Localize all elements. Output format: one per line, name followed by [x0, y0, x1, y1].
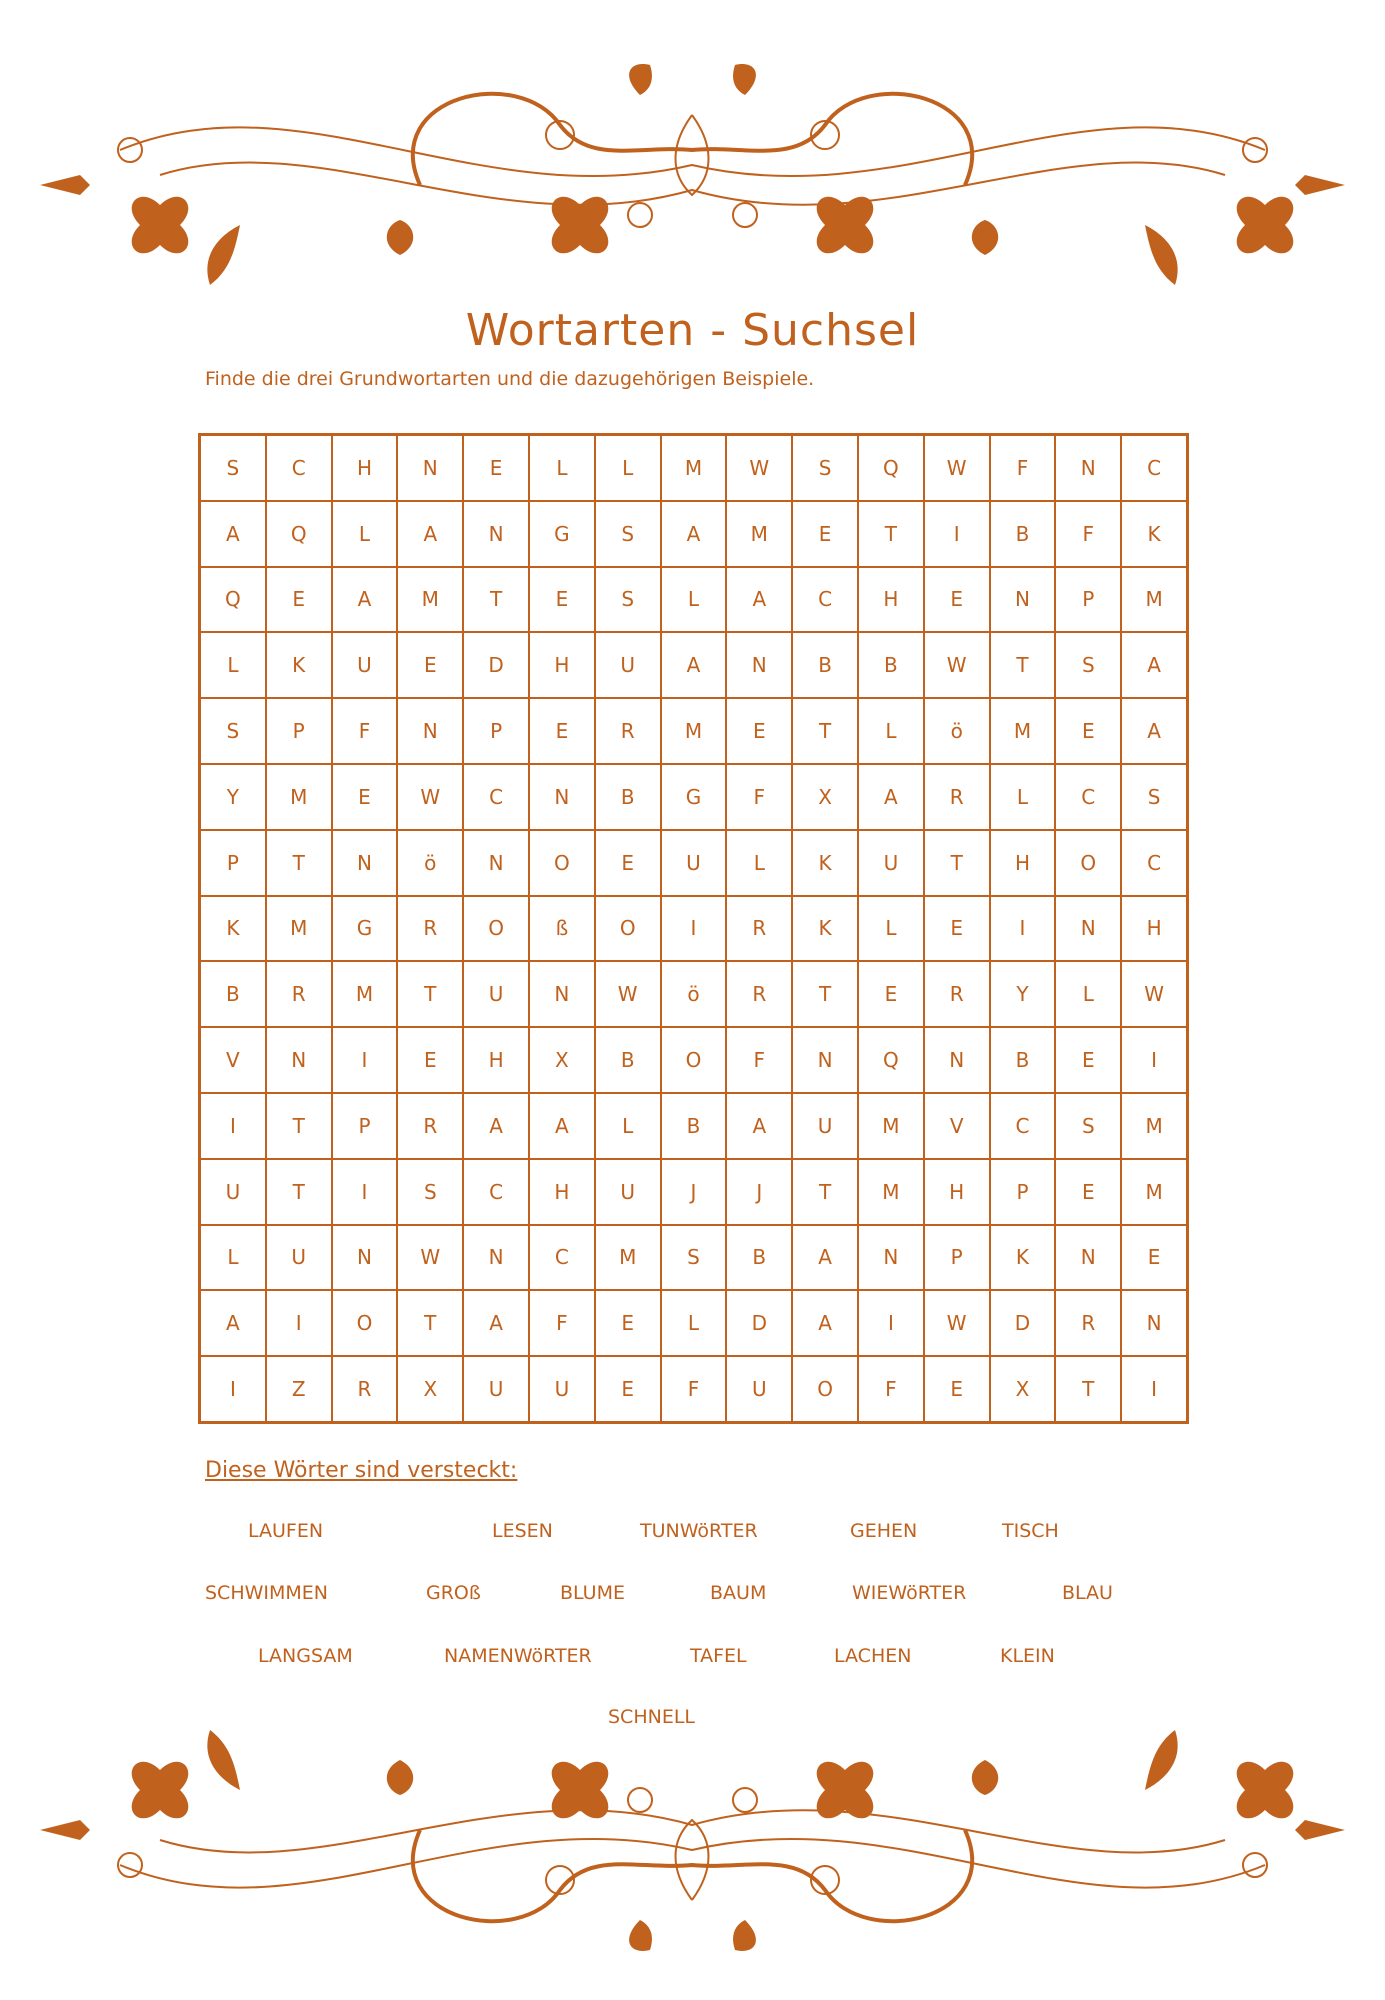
- grid-cell[interactable]: R: [397, 1093, 463, 1159]
- grid-cell[interactable]: I: [1121, 1027, 1187, 1093]
- grid-cell[interactable]: U: [595, 1159, 661, 1225]
- grid-cell[interactable]: O: [595, 896, 661, 962]
- grid-cell[interactable]: C: [990, 1093, 1056, 1159]
- grid-cell[interactable]: I: [200, 1093, 266, 1159]
- grid-cell[interactable]: I: [266, 1290, 332, 1356]
- grid-cell[interactable]: G: [661, 764, 727, 830]
- grid-cell[interactable]: D: [990, 1290, 1056, 1356]
- grid-cell[interactable]: E: [1121, 1225, 1187, 1291]
- grid-cell[interactable]: N: [266, 1027, 332, 1093]
- grid-cell[interactable]: P: [266, 698, 332, 764]
- grid-cell[interactable]: L: [1055, 961, 1121, 1027]
- grid-cell[interactable]: I: [200, 1356, 266, 1422]
- grid-cell[interactable]: Q: [858, 435, 924, 501]
- grid-cell[interactable]: W: [924, 1290, 990, 1356]
- grid-cell[interactable]: K: [792, 830, 858, 896]
- grid-cell[interactable]: N: [1055, 1225, 1121, 1291]
- grid-cell[interactable]: N: [1121, 1290, 1187, 1356]
- grid-cell[interactable]: E: [529, 698, 595, 764]
- grid-cell[interactable]: L: [990, 764, 1056, 830]
- grid-cell[interactable]: J: [726, 1159, 792, 1225]
- grid-cell[interactable]: I: [858, 1290, 924, 1356]
- grid-cell[interactable]: C: [1055, 764, 1121, 830]
- grid-cell[interactable]: T: [1055, 1356, 1121, 1422]
- grid-cell[interactable]: E: [858, 961, 924, 1027]
- grid-cell[interactable]: L: [200, 632, 266, 698]
- grid-cell[interactable]: N: [529, 961, 595, 1027]
- grid-cell[interactable]: N: [397, 435, 463, 501]
- grid-cell[interactable]: X: [792, 764, 858, 830]
- grid-cell[interactable]: F: [1055, 501, 1121, 567]
- grid-cell[interactable]: N: [463, 501, 529, 567]
- grid-cell[interactable]: ö: [924, 698, 990, 764]
- grid-cell[interactable]: E: [266, 567, 332, 633]
- grid-cell[interactable]: O: [529, 830, 595, 896]
- bottom-floral-ornament: [0, 1720, 1385, 1960]
- word-item: SCHWIMMEN: [205, 1582, 329, 1604]
- grid-cell[interactable]: Y: [200, 764, 266, 830]
- grid-cell[interactable]: W: [397, 1225, 463, 1291]
- word-item: LAUFEN: [248, 1520, 324, 1542]
- grid-cell[interactable]: U: [200, 1159, 266, 1225]
- grid-cell[interactable]: M: [595, 1225, 661, 1291]
- grid-cell[interactable]: B: [990, 501, 1056, 567]
- grid-cell[interactable]: T: [858, 501, 924, 567]
- grid-cell[interactable]: L: [332, 501, 398, 567]
- grid-cell[interactable]: V: [200, 1027, 266, 1093]
- word-item: BLAU: [1062, 1582, 1113, 1604]
- word-search-grid: [198, 433, 1189, 1424]
- grid-cell[interactable]: E: [1055, 1159, 1121, 1225]
- grid-cell[interactable]: U: [529, 1356, 595, 1422]
- word-item: BLUME: [560, 1582, 625, 1604]
- grid-cell[interactable]: H: [990, 830, 1056, 896]
- grid-cell[interactable]: H: [1121, 896, 1187, 962]
- grid-cell[interactable]: E: [924, 567, 990, 633]
- grid-cell[interactable]: P: [990, 1159, 1056, 1225]
- grid-cell[interactable]: S: [1055, 1093, 1121, 1159]
- grid-cell[interactable]: A: [661, 501, 727, 567]
- grid-cell[interactable]: J: [661, 1159, 727, 1225]
- word-item: TUNWöRTER: [640, 1520, 758, 1542]
- grid-cell[interactable]: F: [990, 435, 1056, 501]
- grid-cell[interactable]: A: [463, 1290, 529, 1356]
- word-item: TISCH: [1002, 1520, 1059, 1542]
- grid-cell[interactable]: S: [200, 698, 266, 764]
- grid-cell[interactable]: C: [463, 1159, 529, 1225]
- grid-cell[interactable]: O: [792, 1356, 858, 1422]
- grid-cell[interactable]: N: [529, 764, 595, 830]
- grid-cell[interactable]: ö: [661, 961, 727, 1027]
- grid-cell[interactable]: I: [1121, 1356, 1187, 1422]
- grid-cell[interactable]: M: [1121, 567, 1187, 633]
- grid-cell[interactable]: A: [661, 632, 727, 698]
- word-item: BAUM: [710, 1582, 767, 1604]
- grid-cell[interactable]: W: [726, 435, 792, 501]
- grid-cell[interactable]: A: [332, 567, 398, 633]
- grid-cell[interactable]: C: [1121, 830, 1187, 896]
- grid-cell[interactable]: A: [529, 1093, 595, 1159]
- grid-cell[interactable]: ß: [529, 896, 595, 962]
- page-title: Wortarten - Suchsel: [465, 305, 920, 356]
- grid-cell[interactable]: I: [924, 501, 990, 567]
- grid-cell[interactable]: F: [726, 1027, 792, 1093]
- grid-cell[interactable]: F: [726, 764, 792, 830]
- grid-cell[interactable]: C: [529, 1225, 595, 1291]
- grid-cell[interactable]: A: [726, 567, 792, 633]
- grid-cell[interactable]: M: [266, 896, 332, 962]
- grid-cell[interactable]: T: [266, 1159, 332, 1225]
- grid-cell[interactable]: A: [397, 501, 463, 567]
- grid-cell[interactable]: H: [529, 632, 595, 698]
- grid-cell[interactable]: D: [726, 1290, 792, 1356]
- grid-cell[interactable]: L: [726, 830, 792, 896]
- grid-cell[interactable]: M: [266, 764, 332, 830]
- grid-cell[interactable]: M: [332, 961, 398, 1027]
- grid-cell[interactable]: ö: [397, 830, 463, 896]
- grid-cell[interactable]: M: [858, 1093, 924, 1159]
- grid-cell[interactable]: B: [990, 1027, 1056, 1093]
- grid-cell[interactable]: A: [463, 1093, 529, 1159]
- word-item: NAMENWöRTER: [444, 1645, 592, 1667]
- grid-cell[interactable]: O: [332, 1290, 398, 1356]
- grid-cell[interactable]: C: [1121, 435, 1187, 501]
- grid-cell[interactable]: R: [595, 698, 661, 764]
- grid-cell[interactable]: N: [463, 830, 529, 896]
- grid-cell[interactable]: P: [924, 1225, 990, 1291]
- grid-cell[interactable]: I: [990, 896, 1056, 962]
- grid-cell[interactable]: S: [792, 435, 858, 501]
- grid-cell[interactable]: P: [1055, 567, 1121, 633]
- grid-cell[interactable]: T: [397, 1290, 463, 1356]
- grid-cell[interactable]: T: [397, 961, 463, 1027]
- grid-cell[interactable]: T: [266, 1093, 332, 1159]
- grid-cell[interactable]: B: [726, 1225, 792, 1291]
- grid-cell[interactable]: M: [726, 501, 792, 567]
- grid-cell[interactable]: A: [792, 1225, 858, 1291]
- grid-cell[interactable]: S: [200, 435, 266, 501]
- grid-cell[interactable]: E: [529, 567, 595, 633]
- grid-cell[interactable]: F: [661, 1356, 727, 1422]
- grid-cell[interactable]: C: [266, 435, 332, 501]
- word-item: WIEWöRTER: [852, 1582, 967, 1604]
- grid-cell[interactable]: B: [858, 632, 924, 698]
- grid-cell[interactable]: N: [463, 1225, 529, 1291]
- grid-cell[interactable]: H: [924, 1159, 990, 1225]
- grid-cell[interactable]: K: [792, 896, 858, 962]
- grid-cell[interactable]: G: [529, 501, 595, 567]
- grid-cell[interactable]: B: [595, 764, 661, 830]
- grid-cell[interactable]: K: [1121, 501, 1187, 567]
- grid-cell[interactable]: H: [463, 1027, 529, 1093]
- grid-cell[interactable]: R: [924, 764, 990, 830]
- grid-cell[interactable]: B: [661, 1093, 727, 1159]
- grid-cell[interactable]: M: [661, 698, 727, 764]
- grid-cell[interactable]: I: [332, 1027, 398, 1093]
- grid-cell[interactable]: H: [332, 435, 398, 501]
- grid-cell[interactable]: T: [792, 698, 858, 764]
- grid-cell[interactable]: E: [397, 1027, 463, 1093]
- grid-cell[interactable]: L: [529, 435, 595, 501]
- grid-cell[interactable]: R: [1055, 1290, 1121, 1356]
- grid-cell[interactable]: M: [990, 698, 1056, 764]
- grid-cell[interactable]: O: [1055, 830, 1121, 896]
- grid-cell[interactable]: W: [924, 632, 990, 698]
- grid-cell[interactable]: M: [858, 1159, 924, 1225]
- grid-cell[interactable]: N: [990, 567, 1056, 633]
- word-item: GEHEN: [850, 1520, 918, 1542]
- grid-cell[interactable]: W: [397, 764, 463, 830]
- grid-cell[interactable]: P: [332, 1093, 398, 1159]
- word-item: SCHNELL: [608, 1706, 696, 1728]
- grid-cell[interactable]: N: [924, 1027, 990, 1093]
- grid-cell[interactable]: A: [200, 1290, 266, 1356]
- grid-cell[interactable]: S: [1055, 632, 1121, 698]
- grid-cell[interactable]: A: [858, 764, 924, 830]
- grid-cell[interactable]: B: [792, 632, 858, 698]
- grid-cell[interactable]: U: [858, 830, 924, 896]
- grid-cell[interactable]: A: [1121, 698, 1187, 764]
- grid-cell[interactable]: H: [858, 567, 924, 633]
- grid-cell[interactable]: E: [595, 1290, 661, 1356]
- grid-cell[interactable]: N: [1055, 896, 1121, 962]
- grid-cell[interactable]: Z: [266, 1356, 332, 1422]
- grid-cell[interactable]: Q: [200, 567, 266, 633]
- grid-cell[interactable]: R: [397, 896, 463, 962]
- grid-cell[interactable]: N: [397, 698, 463, 764]
- grid-cell[interactable]: U: [595, 632, 661, 698]
- grid-cell[interactable]: N: [332, 1225, 398, 1291]
- grid-cell[interactable]: U: [463, 961, 529, 1027]
- grid-cell[interactable]: E: [924, 1356, 990, 1422]
- grid-cell[interactable]: S: [397, 1159, 463, 1225]
- grid-cell[interactable]: Y: [990, 961, 1056, 1027]
- grid-cell[interactable]: S: [595, 501, 661, 567]
- grid-cell[interactable]: U: [332, 632, 398, 698]
- word-item: KLEIN: [1000, 1645, 1055, 1667]
- grid-cell[interactable]: E: [1055, 698, 1121, 764]
- grid-cell[interactable]: L: [595, 435, 661, 501]
- grid-cell[interactable]: N: [332, 830, 398, 896]
- grid-cell[interactable]: E: [595, 1356, 661, 1422]
- grid-cell[interactable]: T: [792, 961, 858, 1027]
- grid-cell[interactable]: B: [595, 1027, 661, 1093]
- grid-cell[interactable]: U: [661, 830, 727, 896]
- grid-cell[interactable]: T: [266, 830, 332, 896]
- grid-cell[interactable]: Q: [858, 1027, 924, 1093]
- grid-cell[interactable]: A: [200, 501, 266, 567]
- grid-cell[interactable]: A: [792, 1290, 858, 1356]
- grid-cell[interactable]: V: [924, 1093, 990, 1159]
- top-floral-ornament: [0, 55, 1385, 295]
- grid-cell[interactable]: F: [529, 1290, 595, 1356]
- grid-cell[interactable]: W: [595, 961, 661, 1027]
- grid-cell[interactable]: L: [858, 698, 924, 764]
- instruction-text: Finde die drei Grundwortarten und die dazugehörigen Beispiele.: [205, 368, 815, 390]
- grid-cell[interactable]: L: [595, 1093, 661, 1159]
- grid-cell[interactable]: T: [463, 567, 529, 633]
- grid-cell[interactable]: E: [595, 830, 661, 896]
- grid-cell[interactable]: R: [726, 896, 792, 962]
- grid-cell[interactable]: O: [463, 896, 529, 962]
- grid-cell[interactable]: K: [200, 896, 266, 962]
- grid-cell[interactable]: T: [990, 632, 1056, 698]
- word-item: GROß: [426, 1582, 481, 1604]
- grid-cell[interactable]: R: [726, 961, 792, 1027]
- grid-cell[interactable]: L: [858, 896, 924, 962]
- grid-cell[interactable]: E: [726, 698, 792, 764]
- grid-cell[interactable]: X: [990, 1356, 1056, 1422]
- grid-cell[interactable]: I: [332, 1159, 398, 1225]
- grid-cell[interactable]: R: [332, 1356, 398, 1422]
- grid-cell[interactable]: A: [726, 1093, 792, 1159]
- grid-cell[interactable]: E: [792, 501, 858, 567]
- grid-cell[interactable]: O: [661, 1027, 727, 1093]
- grid-cell[interactable]: N: [726, 632, 792, 698]
- grid-cell[interactable]: L: [661, 1290, 727, 1356]
- grid-cell[interactable]: S: [661, 1225, 727, 1291]
- grid-cell[interactable]: F: [332, 698, 398, 764]
- grid-cell[interactable]: R: [266, 961, 332, 1027]
- grid-cell[interactable]: K: [990, 1225, 1056, 1291]
- grid-cell[interactable]: X: [529, 1027, 595, 1093]
- grid-cell[interactable]: L: [661, 567, 727, 633]
- grid-cell[interactable]: U: [266, 1225, 332, 1291]
- word-item: LANGSAM: [258, 1645, 353, 1667]
- grid-cell[interactable]: S: [1121, 764, 1187, 830]
- grid-cell[interactable]: S: [595, 567, 661, 633]
- grid-cell[interactable]: X: [397, 1356, 463, 1422]
- grid-cell[interactable]: E: [397, 632, 463, 698]
- grid-cell[interactable]: W: [924, 435, 990, 501]
- grid-cell[interactable]: U: [726, 1356, 792, 1422]
- grid-cell[interactable]: Q: [266, 501, 332, 567]
- grid-cell[interactable]: M: [397, 567, 463, 633]
- grid-cell[interactable]: C: [792, 567, 858, 633]
- grid-cell[interactable]: E: [332, 764, 398, 830]
- grid-cell[interactable]: T: [792, 1159, 858, 1225]
- grid-cell[interactable]: E: [924, 896, 990, 962]
- grid-cell[interactable]: F: [858, 1356, 924, 1422]
- grid-cell[interactable]: P: [463, 698, 529, 764]
- grid-cell[interactable]: M: [661, 435, 727, 501]
- grid-cell[interactable]: M: [1121, 1159, 1187, 1225]
- grid-cell[interactable]: W: [1121, 961, 1187, 1027]
- grid-cell[interactable]: B: [200, 961, 266, 1027]
- grid-cell[interactable]: N: [1055, 435, 1121, 501]
- word-item: TAFEL: [690, 1645, 747, 1667]
- grid-cell[interactable]: G: [332, 896, 398, 962]
- word-item: LESEN: [492, 1520, 553, 1542]
- grid-cell[interactable]: C: [463, 764, 529, 830]
- grid-cell[interactable]: A: [1121, 632, 1187, 698]
- grid-cell[interactable]: L: [200, 1225, 266, 1291]
- grid-cell[interactable]: H: [529, 1159, 595, 1225]
- grid-cell[interactable]: P: [200, 830, 266, 896]
- word-item: LACHEN: [834, 1645, 912, 1667]
- grid-cell[interactable]: N: [792, 1027, 858, 1093]
- grid-cell[interactable]: K: [266, 632, 332, 698]
- grid-cell[interactable]: U: [792, 1093, 858, 1159]
- grid-cell[interactable]: T: [924, 830, 990, 896]
- word-list-heading: Diese Wörter sind versteckt:: [205, 1458, 518, 1483]
- grid-cell[interactable]: R: [924, 961, 990, 1027]
- grid-cell[interactable]: E: [1055, 1027, 1121, 1093]
- grid-cell[interactable]: N: [858, 1225, 924, 1291]
- grid-cell[interactable]: U: [463, 1356, 529, 1422]
- grid-cell[interactable]: D: [463, 632, 529, 698]
- grid-cell[interactable]: E: [463, 435, 529, 501]
- grid-cell[interactable]: M: [1121, 1093, 1187, 1159]
- grid-cell[interactable]: I: [661, 896, 727, 962]
